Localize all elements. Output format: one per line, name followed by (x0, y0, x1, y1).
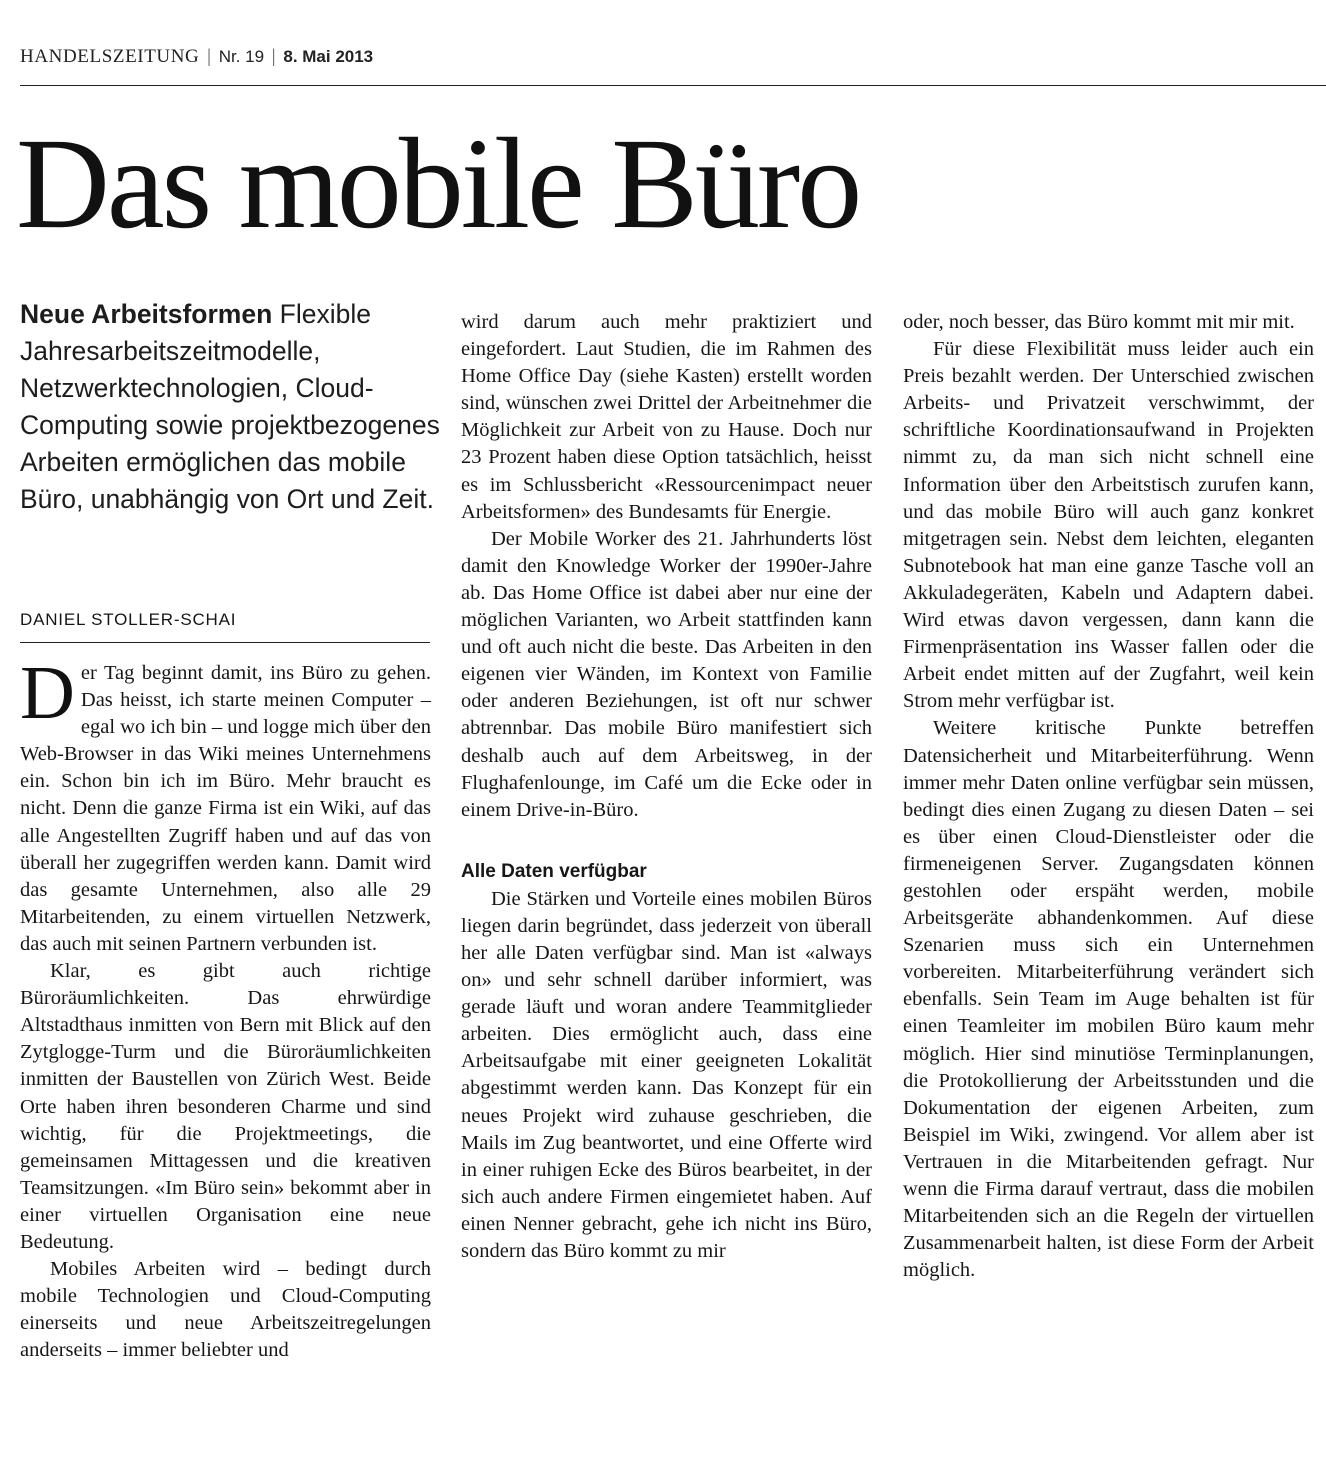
masthead-separator: | (271, 46, 276, 67)
body-paragraph: Die Stärken und Vorteile eines mobilen Büros liegen darin begründet, dass jederzeit von überall her alle Daten verfügbar sind. Man ist «always on» und sehr schnell darüber informiert, was gerade läuft und woran andere Teammitglieder arbeiten. Dies ermöglicht auch, dass eine Arbeitsaufgabe mit einer geeigneten Lokalität abgestimmt werden kann. Das Konzept für ein neues Projekt wird zuhause geschrieben, die Mails im Zug beantwortet, und eine Offerte wird in einer ruhigen Ecke des Büros bearbeitet, in der sich auch andere Firmen eingemietet haben. Auf einen Nenner gebracht, gehe ich nicht ins Büro, sondern das Büro kommt zu mir (461, 887, 872, 1262)
body-paragraph: Klar, es gibt auch richtige Büroräumlichkeiten. Das ehrwürdige Altstadthaus inmitten von Bern mit Blick auf den Zytglogge-Turm und die Büroräumlichkeiten inmitten der Baustellen von Zürich West. Beide Orte haben ihren besonderen Charme und sind wichtig, für die Projektmeetings, die gemeinsamen Mittagessen und die kreativen Teamsitzungen. «Im Büro sein» bekommt aber in einer virtuellen Organisation eine neue Bedeutung. (20, 960, 431, 1253)
body-paragraph: Weitere kritische Punkte betreffen Datensicherheit und Mitarbeiterführung. Wenn immer mehr Daten online verfügbar sein müssen, bedingt dies einen Zugang zu diesen Daten – sei es über einen Cloud-Dienstleister oder die firmeneigenen Server. Zugangsdaten können gestohlen oder erspäht werden, mobile Arbeitsgeräte abhandenkommen. Auf diese Szenarien muss sich ein Unternehmen vorbereiten. Mitarbeiterführung verändert sich ebenfalls. Sein Team im Auge behalten ist für einen Teamleiter im mobilen Büro kaum mehr möglich. Hier sind minutiöse Terminplanungen, die Protokollierung der Arbeitsstunden und die Dokumentation der eigenen Arbeiten, zum Beispiel im Wiki, zwingend. Vor allem aber ist Vertrauen in die Mitarbeitenden gefragt. Nur wenn die Firma darauf vertraut, dass die mobilen Mitarbeitenden sich an die Regeln der virtuellen Zusammenarbeit halten, ist diese Form der Arbeit möglich. (903, 717, 1314, 1282)
article-column-1 (20, 651, 432, 1364)
author-byline: DANIEL STOLLER-SCHAI (20, 606, 430, 643)
issue-date: 8. Mai 2013 (283, 47, 374, 66)
masthead-separator: | (207, 46, 211, 67)
body-paragraph: Mobiles Arbeiten wird – bedingt durch mobile Technologien und Cloud-Computing einerseits und neue Arbeitszeitregelungen anderseits – immer beliebter und (20, 1258, 431, 1362)
drop-cap: D (20, 651, 75, 735)
article-headline: Das mobile Büro (16, 112, 860, 256)
lead-text: Flexible Jahresarbeitszeitmodelle, Netzwerktechnologien, Cloud-Computing sowie projektbezogenes Arbeiten ermöglichen das mobile Büro, unabhängig von Ort und Zeit. (20, 299, 440, 514)
article-column-2 (461, 309, 872, 1265)
masthead (20, 45, 1326, 86)
body-paragraph: oder, noch besser, das Büro kommt mit mir mit. (903, 311, 1295, 333)
body-paragraph: Für diese Flexibilität muss leider auch ein Preis bezahlt werden. Der Unterschied zwischen Arbeits- und Privatzeit verschwimmt, der schriftliche Koordinationsaufwand in Projekten nimmt zu, da man sich nicht schnell eine Information über den Arbeitstisch zurufen kann, und das mobile Büro will auch ganz konkret mitgetragen sein. Nebst dem leichten, eleganten Subnotebook hat man eine ganze Tasche voll an Akkuladegeräten, Kabeln und Adaptern dabei. Wird etwas davon vergessen, dann kann die Firmenpräsentation ins Wasser fallen oder die Arbeit endet mitten auf der Zugfahrt, weil kein Strom mehr verfügbar ist. (903, 338, 1314, 713)
publication-name: HANDELSZEITUNG (20, 46, 200, 67)
article-lead (20, 296, 440, 518)
body-paragraph: wird darum auch mehr praktiziert und eingefordert. Laut Studien, die im Rahmen des Home Office Day (siehe Kasten) erstellt worden sind, wünschen zwei Drittel der Arbeitnehmer die Möglichkeit zur Arbeit von zu Hause. Doch nur 23 Prozent haben diese Option tatsächlich, heisst es im Schlussbericht «Ressourcenimpact neuer Arbeitsformen» des Bundesamts für Energie. (461, 311, 872, 523)
body-paragraph: Der Mobile Worker des 21. Jahrhunderts löst damit den Knowledge Worker der 1990er-Jahre ab. Das Home Office ist dabei aber nur eine der möglichen Varianten, wo Arbeit stattfinden kann und oft auch nicht die beste. Das Arbeiten in den eigenen vier Wänden, im Kontext von Familie oder anderen Beziehungen, ist oft nur schwer abtrennbar. Das mobile Büro manifestiert sich deshalb auch auf dem Arbeitsweg, in der Flughafenlounge, im Café um die Ecke oder in einem Drive-in-Büro. (461, 527, 872, 821)
issue-number: Nr. 19 (218, 47, 265, 66)
article-column-3 (903, 309, 1314, 1284)
section-subheading: Alle Daten verfügbar (461, 860, 647, 882)
lead-kicker: Neue Arbeitsformen (20, 299, 273, 329)
body-paragraph: Der Tag beginnt damit, ins Büro zu gehen. Das heisst, ich starte meinen Computer – egal wo ich bin – und logge mich über den Web-Browser in das Wiki meines Unternehmens ein. Schon bin ich im Büro. Mehr braucht es nicht. Denn die ganze Firma ist ein Wiki, auf das alle Angestellten Zugriff haben und auf das von überall her zugegriffen werden kann. Damit wird das gesamte Unternehmen, also alle 29 Mitarbeitenden, zu einem virtuellen Netzwerk, das auch mit seinen Partnern verbunden ist. (20, 651, 432, 955)
